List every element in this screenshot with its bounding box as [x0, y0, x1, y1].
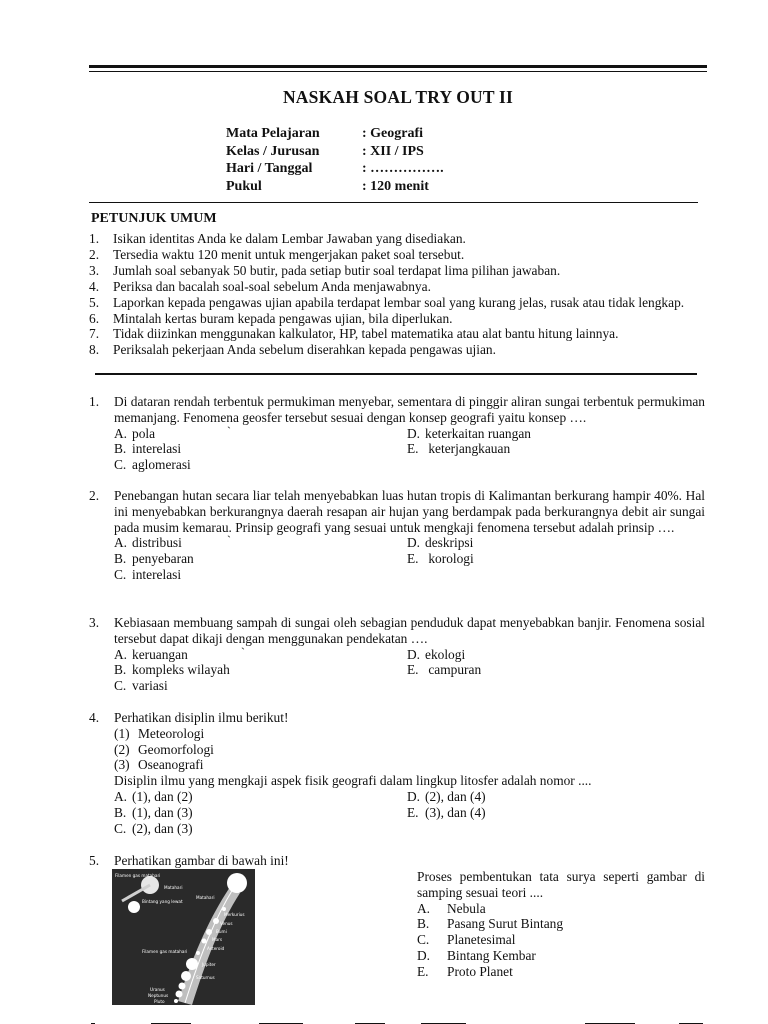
top-rule-thin — [89, 71, 707, 72]
option-e[interactable] — [407, 662, 481, 678]
fig-label: Asteroid — [207, 946, 225, 951]
option-text: ekologi — [425, 646, 466, 662]
stray-mark: ` — [241, 644, 245, 659]
option-letter: E. — [407, 441, 419, 457]
option-text: Pasang Surut Bintang — [447, 916, 564, 932]
list-item — [89, 342, 709, 358]
question-5 — [89, 853, 705, 869]
option-letter: D. — [417, 947, 431, 963]
list-item — [89, 247, 709, 263]
meta-key: Pukul — [226, 178, 262, 194]
option-letter: E. — [407, 804, 419, 820]
question-text: Di dataran rendah terbentuk permukiman menyebar, sementara di pinggir aliran sungai terbentuk permukiman memanjang. Fenomena geosfer tersebut sesuai dengan konsep geografi yaitu konsep …. — [114, 394, 705, 425]
option-text: Nebula — [447, 900, 486, 916]
option-letter: B. — [114, 551, 127, 567]
option-a[interactable] — [114, 789, 193, 805]
item-text: Periksalah pekerjaan Anda sebelum diserahkan kepada pengawas ujian. — [113, 342, 496, 358]
question-1 — [89, 394, 705, 474]
fig-label: Jupiter — [202, 962, 216, 967]
option-letter: D. — [407, 646, 421, 662]
question-text-2: Disiplin ilmu yang mengkaji aspek fisik geografi dalam lingkup litosfer adalah nomor .... — [114, 773, 592, 789]
question-number: 2. — [89, 488, 100, 503]
option-text: interelasi — [132, 441, 182, 457]
option-letter: B. — [114, 662, 127, 678]
option-letter: A. — [417, 900, 431, 916]
option-text: variasi — [132, 678, 168, 694]
option-c[interactable] — [114, 678, 230, 694]
option-letter: E. — [407, 662, 419, 678]
list-item — [114, 742, 705, 758]
option-text: (1), dan (3) — [132, 804, 193, 820]
option-b[interactable] — [417, 916, 705, 932]
list-item — [89, 311, 709, 327]
option-letter: A. — [114, 425, 128, 441]
meta-value: : 120 menit — [362, 178, 429, 194]
option-a[interactable] — [114, 426, 191, 442]
option-text: aglomerasi — [132, 457, 191, 473]
item-number: (3) — [114, 757, 130, 773]
item-number: 7. — [89, 326, 100, 342]
option-letter: D. — [407, 535, 421, 551]
option-letter: B. — [114, 804, 127, 820]
fig-label: Uranus — [150, 987, 165, 992]
instructions-divider — [95, 373, 697, 375]
instructions-heading: PETUNJUK UMUM — [91, 211, 217, 226]
option-letter: D. — [407, 425, 421, 441]
cut-off-glyphs — [89, 1020, 709, 1024]
option-text: campuran — [425, 662, 482, 678]
meta-divider — [89, 202, 698, 203]
question-5-right — [417, 869, 705, 980]
option-letter: E. — [407, 551, 419, 567]
fig-label: Bumi — [216, 929, 227, 934]
option-text: penyebaran — [132, 551, 194, 567]
meta-row — [226, 178, 444, 196]
option-d[interactable] — [417, 948, 705, 964]
option-letter: C. — [417, 932, 430, 948]
option-text: kompleks wilayah — [132, 662, 230, 678]
option-b[interactable] — [114, 805, 193, 821]
option-e[interactable] — [407, 441, 531, 457]
list-item — [114, 726, 705, 742]
main-sun-shape — [227, 873, 247, 893]
question-4 — [89, 710, 705, 837]
question-2 — [89, 488, 705, 583]
list-item — [89, 263, 709, 279]
item-number: 5. — [89, 294, 100, 310]
item-number: 2. — [89, 246, 100, 262]
option-c[interactable] — [114, 821, 193, 837]
fig-label: Saturnus — [196, 975, 215, 980]
option-e[interactable] — [407, 805, 486, 821]
stray-mark: ` — [227, 423, 231, 438]
option-e[interactable] — [417, 964, 705, 980]
option-letter: A. — [114, 535, 128, 551]
option-a[interactable] — [114, 647, 230, 663]
top-rule-thick — [89, 65, 707, 68]
item-number: (1) — [114, 725, 130, 741]
discipline-list — [114, 726, 705, 773]
option-c[interactable] — [417, 932, 705, 948]
question-number: 1. — [89, 394, 100, 409]
option-letter: C. — [114, 678, 127, 694]
item-text: Isikan identitas Anda ke dalam Lembar Jawaban yang disediakan. — [113, 231, 466, 246]
option-letter: B. — [114, 441, 127, 457]
meta-row — [226, 143, 444, 161]
fig-label: Filamen gas matahari — [142, 949, 188, 954]
option-d[interactable] — [407, 789, 486, 805]
meta-row — [226, 160, 444, 178]
meta-value: : ……………. — [362, 161, 444, 177]
fig-label: Filamen gas matahari — [115, 873, 161, 878]
option-letter: A. — [114, 646, 128, 662]
option-b[interactable] — [114, 551, 194, 567]
option-text: pola — [132, 425, 156, 441]
option-a[interactable] — [417, 901, 705, 917]
option-c[interactable] — [114, 457, 191, 473]
option-e[interactable] — [407, 551, 474, 567]
item-text: Meteorologi — [138, 725, 205, 741]
option-text: distribusi — [132, 535, 182, 551]
page-title: NASKAH SOAL TRY OUT II — [282, 87, 514, 107]
instructions-list — [89, 231, 709, 358]
question-text: Proses pembentukan tata surya seperti gambar di samping sesuai teori .... — [417, 869, 705, 900]
question-text: Penebangan hutan secara liar telah menyebabkan luas hutan tropis di Kalimantan berkurang hampir 40%. Hal ini menyebabkan berkurangnya daerah resapan air hujan yang berdampak pada berkurangnya debit air sungai pada musim kemarau. Prinsip geografi yang sesuai untuk mengkaji fenomena tersebut adalah prinsip …. — [114, 488, 705, 535]
option-text: keterjangkauan — [425, 441, 511, 457]
list-item — [89, 231, 709, 247]
list-item — [114, 757, 705, 773]
fig-label: Bintang yang lewat — [142, 899, 183, 904]
option-c[interactable] — [114, 567, 194, 583]
question-number: 5. — [89, 853, 100, 868]
item-number: 1. — [89, 231, 100, 246]
meta-key: Kelas / Jurusan — [226, 143, 320, 159]
option-a[interactable] — [114, 535, 194, 551]
item-number: 6. — [89, 310, 100, 326]
fig-label: Neptunus — [148, 993, 169, 998]
option-text: (2), dan (3) — [132, 820, 193, 836]
fig-label: Venus — [220, 921, 233, 926]
option-text: (3), dan (4) — [425, 804, 486, 820]
meta-key: Mata Pelajaran — [226, 126, 320, 141]
option-letter: C. — [114, 566, 127, 582]
option-letter: A. — [114, 788, 128, 804]
item-text: Mintalah kertas buram kepada pengawas ujian, bila diperlukan. — [113, 310, 453, 326]
option-letter: B. — [417, 916, 430, 932]
solar-system-diagram — [112, 869, 255, 1005]
item-number: 4. — [89, 278, 100, 294]
option-letter: C. — [114, 457, 127, 473]
fig-label: Pluto — [154, 999, 165, 1004]
fig-label: Merkurius — [224, 912, 245, 917]
fig-label: Matahari — [196, 895, 215, 900]
list-item — [89, 279, 709, 295]
option-letter: C. — [114, 820, 127, 836]
option-text: deskripsi — [425, 535, 474, 551]
meta-value: : Geografi — [362, 126, 424, 141]
list-item — [89, 295, 709, 311]
option-d[interactable] — [407, 535, 474, 551]
option-d[interactable] — [407, 647, 481, 663]
option-text: interelasi — [132, 566, 182, 582]
option-text: Planetesimal — [447, 932, 516, 948]
question-number: 4. — [89, 710, 100, 725]
solar-system-figure — [112, 869, 255, 1005]
question-text: Perhatikan gambar di bawah ini! — [114, 853, 289, 868]
meta-row — [226, 125, 444, 143]
option-text: korologi — [425, 551, 474, 567]
item-text: Periksa dan bacalah soal-soal sebelum Anda menjawabnya. — [113, 278, 431, 294]
item-number: (2) — [114, 741, 130, 757]
item-text: Geomorfologi — [138, 741, 214, 757]
option-text: keruangan — [132, 646, 188, 662]
meta-key: Hari / Tanggal — [226, 161, 313, 177]
cut-off-text — [89, 1016, 709, 1024]
option-text: keterkaitan ruangan — [425, 425, 531, 441]
exam-meta — [226, 125, 444, 195]
option-b[interactable] — [114, 662, 230, 678]
item-text: Tidak diizinkan menggunakan kalkulator, HP, tabel matematika atau alat bantu hitung lainnya. — [113, 326, 619, 342]
option-text: (1), dan (2) — [132, 788, 193, 804]
option-text: Bintang Kembar — [447, 947, 536, 963]
option-text: Proto Planet — [447, 963, 513, 979]
item-text: Tersedia waktu 120 menit untuk mengerjakan paket soal tersebut. — [113, 246, 465, 262]
fig-label: Matahari — [164, 885, 183, 890]
question-text: Kebiasaan membuang sampah di sungai oleh sebagian penduduk dapat menyebabkan banjir. Fenomena sosial tersebut dapat dikaji dengan menggunakan pendekatan …. — [114, 615, 705, 646]
option-d[interactable] — [407, 426, 531, 442]
meta-value: : XII / IPS — [362, 143, 424, 159]
question-3 — [89, 615, 705, 695]
item-text: Jumlah soal sebanyak 50 butir, pada setiap butir soal terdapat lima pilihan jawaban. — [113, 262, 561, 278]
option-letter: D. — [407, 788, 421, 804]
option-b[interactable] — [114, 441, 191, 457]
item-number: 3. — [89, 262, 100, 278]
stray-mark: ` — [227, 533, 231, 548]
option-letter: E. — [417, 963, 429, 979]
question-number: 3. — [89, 615, 100, 630]
fig-label: Mars — [212, 937, 223, 942]
list-item — [89, 326, 709, 342]
passing-star-shape — [128, 901, 140, 913]
question-text: Perhatikan disiplin ilmu berikut! — [114, 710, 289, 725]
option-text: (2), dan (4) — [425, 788, 486, 804]
item-text: Oseanografi — [138, 757, 204, 773]
item-number: 8. — [89, 342, 100, 358]
item-text: Laporkan kepada pengawas ujian apabila terdapat lembar soal yang kurang jelas, rusak atau tidak lengkap. — [113, 294, 685, 310]
